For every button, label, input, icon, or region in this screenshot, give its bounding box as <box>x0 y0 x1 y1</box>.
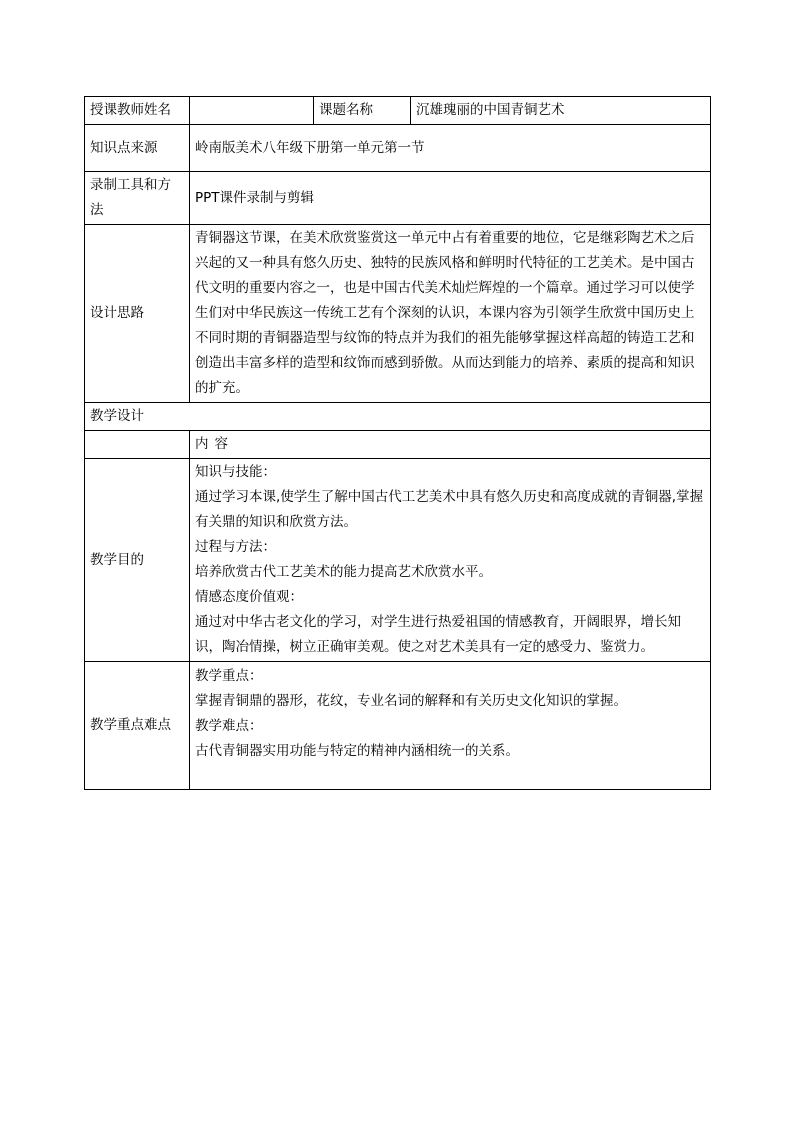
difficulty-text: 古代青铜器实用功能与特定的精神内涵相统一的关系。 <box>195 743 519 759</box>
teaching-design-label: 教学设计 <box>85 403 711 431</box>
key-point-title: 教学重点： <box>195 668 263 684</box>
design-label: 设计思路 <box>85 225 190 403</box>
knowledge-text: 通过学习本课,使学生了解中国古代工艺美术中具有悠久历史和高度成就的青铜器,掌握有关鼎的知识和欣赏方法。 <box>195 489 704 530</box>
topic-label: 课题名称 <box>314 97 411 125</box>
topic-value: 沉雄瑰丽的中国青铜艺术 <box>411 97 711 125</box>
process-text: 培养欣赏古代工艺美术的能力提高艺术欣赏水平。 <box>195 564 492 580</box>
tools-value: PPT课件录制与剪辑 <box>190 172 711 225</box>
objectives-content <box>190 459 711 662</box>
difficulty-title: 教学难点： <box>195 718 263 734</box>
lesson-plan-table <box>84 96 711 790</box>
source-row <box>85 125 711 172</box>
emotion-text: 通过对中华古老文化的学习，对学生进行热爱祖国的情感教育，开阔眼界，增长知识，陶冶情操，树立正确审美观。使之对艺术美具有一定的感受力、鉴赏力。 <box>195 614 681 655</box>
teacher-name-value <box>190 97 314 125</box>
teacher-name-label: 授课教师姓名 <box>85 97 190 125</box>
content-header-row <box>85 431 711 459</box>
focus-content <box>190 662 711 790</box>
source-label: 知识点来源 <box>85 125 190 172</box>
content-header-blank <box>85 431 190 459</box>
process-title: 过程与方法： <box>195 539 276 555</box>
tools-row <box>85 172 711 225</box>
focus-row <box>85 662 711 790</box>
tools-label: 录制工具和方法 <box>85 172 190 225</box>
header-row <box>85 97 711 125</box>
source-value: 岭南版美术八年级下册第一单元第一节 <box>190 125 711 172</box>
focus-label: 教学重点难点 <box>85 662 190 790</box>
objectives-row <box>85 459 711 662</box>
key-point-text: 掌握青铜鼎的器形，花纹，专业名词的解释和有关历史文化知识的掌握。 <box>195 693 627 709</box>
content-header: 内容 <box>190 431 711 459</box>
design-value: 青铜器这节课，在美术欣赏鉴赏这一单元中占有着重要的地位，它是继彩陶艺术之后兴起的又一种具有悠久历史、独特的民族风格和鲜明时代特征的工艺美术。是中国古代文明的重要内容之一，也是中国古代美术灿烂辉煌的一个篇章。通过学习可以使学生们对中华民族这一传统工艺有个深刻的认识，本课内容为引领学生欣赏中国历史上不同时期的青铜器造型与纹饰的特点并为我们的祖先能够掌握这样高超的铸造工艺和创造出丰富多样的造型和纹饰而感到骄傲。从而达到能力的培养、素质的提高和知识的扩充。 <box>190 225 711 403</box>
design-row <box>85 225 711 403</box>
objectives-label: 教学目的 <box>85 459 190 662</box>
teaching-design-row <box>85 403 711 431</box>
knowledge-title: 知识与技能： <box>195 464 276 480</box>
emotion-title: 情感态度价值观： <box>195 589 303 605</box>
